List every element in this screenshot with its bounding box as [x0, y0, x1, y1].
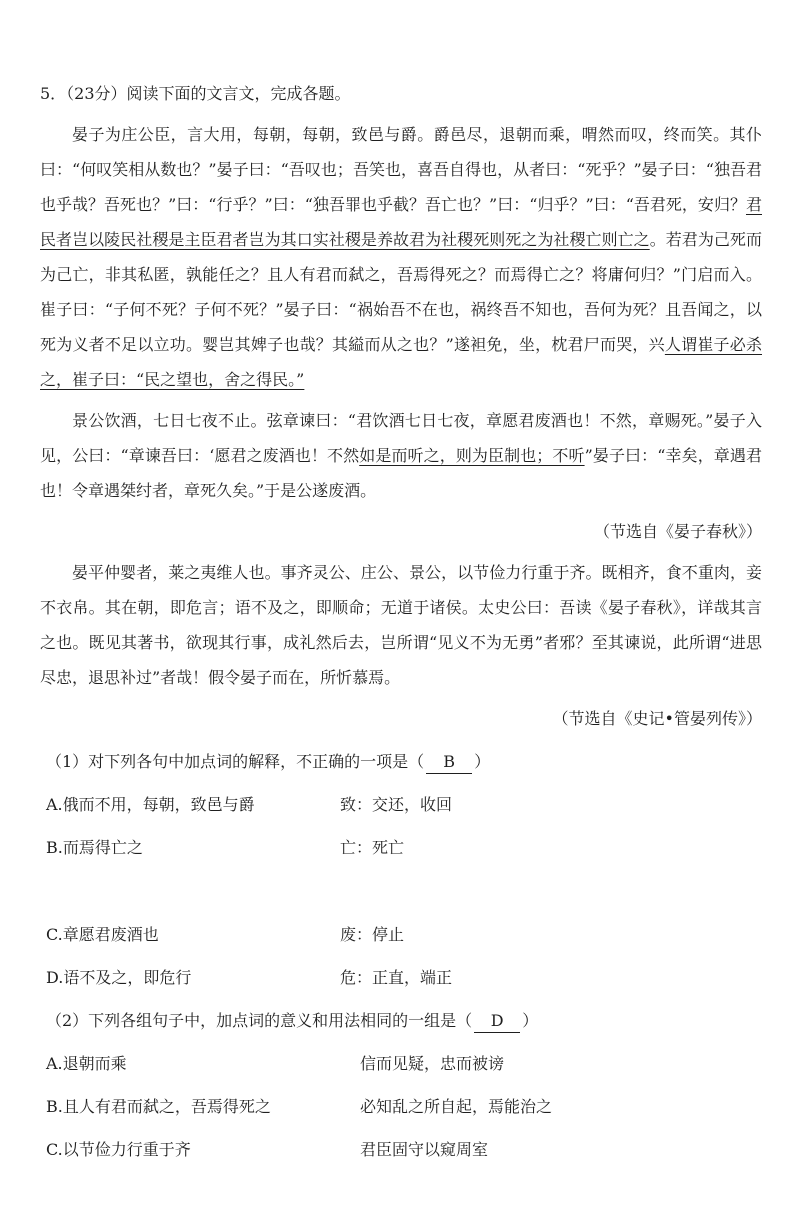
option-row	[40, 960, 762, 995]
option-text: A.俄而不用，每朝，致邑与爵	[46, 795, 255, 814]
option-gloss: 亡：死亡	[340, 838, 405, 857]
option-pair-text: 君臣固守以窥周室	[360, 1140, 489, 1159]
source-citation-2: （节选自《史记•管晏列传》）	[552, 709, 762, 728]
source-citation-1: （节选自《晏子春秋》）	[593, 522, 762, 541]
sub-question-1	[40, 744, 762, 995]
sub-question-1-stem: （1）对下列各句中加点词的解释，不正确的一项是（ B ）	[40, 744, 762, 779]
option-text: A.退朝而乘	[46, 1054, 127, 1073]
passage-paragraph-3: 晏平仲婴者，莱之夷维人也。事齐灵公、庄公、景公，以节俭力行重于齐。既相齐，食不重肉，妾不衣帛。其在朝，即危言；语不及之，即顺命；无道于诸侯。太史公曰：吾读《晏子春秋》，详哉其言之也。既见其著书，欲现其行事，成礼然后去，岂所谓“见义不为无勇”者邪？至其谏说，此所谓“进思尽忠，退思补过”者哉！假令晏子而在，所忻慕焉。	[40, 563, 762, 687]
option-row	[40, 830, 762, 865]
option-pair-text: 信而见疑，忠而被谤	[360, 1054, 505, 1073]
passage-paragraph-2: 景公饮酒，七日七夜不止。弦章谏曰：“君饮酒七日七夜，章愿君废酒也！不然，章赐死。”晏子入见，公曰：“章谏吾曰：‘愿君之废酒也！不然如是而听之，则为臣制也；不听”晏子曰：“幸矣，章遇君也！令章遇桀纣者，章死久矣。”于是公遂废酒。	[40, 411, 762, 500]
option-text: C.以节俭力行重于齐	[46, 1140, 191, 1159]
option-row	[40, 1089, 762, 1124]
option-row	[40, 787, 762, 822]
option-text: B.且人有君而弑之，吾焉得死之	[46, 1097, 271, 1116]
passage-paragraph-1: 晏子为庄公臣，言大用，每朝，每朝，致邑与爵。爵邑尽，退朝而乘，喟然而叹，终而笑。其仆曰：“何叹笑相从数也？”晏子曰：“吾叹也；吾笑也，喜吾自得也，从者曰：“死乎？”晏子曰：“独吾君也乎哉？吾死也？”曰：“行乎？”曰：“独吾罪也乎截？吾亡也？”曰：“归乎？”曰：“吾君死，安归？君民者岂以陵民社稷是主臣君者岂为其口实社稷是养故君为社稷死则死之为社稷亡则亡之。若君为己死而为己亡，非其私匿，孰能任之？且人有君而弑之，吾焉得死之？而焉得亡之？将庸何归？”门启而入。崔子曰：“子何不死？子何不死？”晏子曰：“祸始吾不在也，祸终吾不知也，吾何为死？且吾闻之，以死为义者不足以立功。婴岂其婢子也哉？其縊而从之也？”遂袒免，坐，枕君尸而哭，兴人谓崔子必杀之，崔子曰：“民之望也，舍之得民。”	[40, 125, 762, 389]
question-intro: 5．（23分）阅读下面的文言文，完成各题。	[40, 84, 351, 103]
sub-question-2-stem: （2）下列各组句子中，加点词的意义和用法相同的一组是（ D ）	[40, 1003, 762, 1038]
option-row	[40, 1046, 762, 1081]
option-row	[40, 917, 762, 952]
option-text: B.而焉得亡之	[46, 838, 143, 857]
option-gloss: 废：停止	[340, 925, 405, 944]
sub-question-2	[40, 1003, 762, 1167]
option-text: D.语不及之，即危行	[46, 968, 192, 987]
option-gloss: 致：交还，收回	[340, 795, 453, 814]
option-gloss: 危：正直，端正	[340, 968, 453, 987]
option-text: C.章愿君废酒也	[46, 925, 159, 944]
option-row	[40, 1132, 762, 1167]
option-pair-text: 必知乱之所自起，焉能治之	[360, 1097, 553, 1116]
